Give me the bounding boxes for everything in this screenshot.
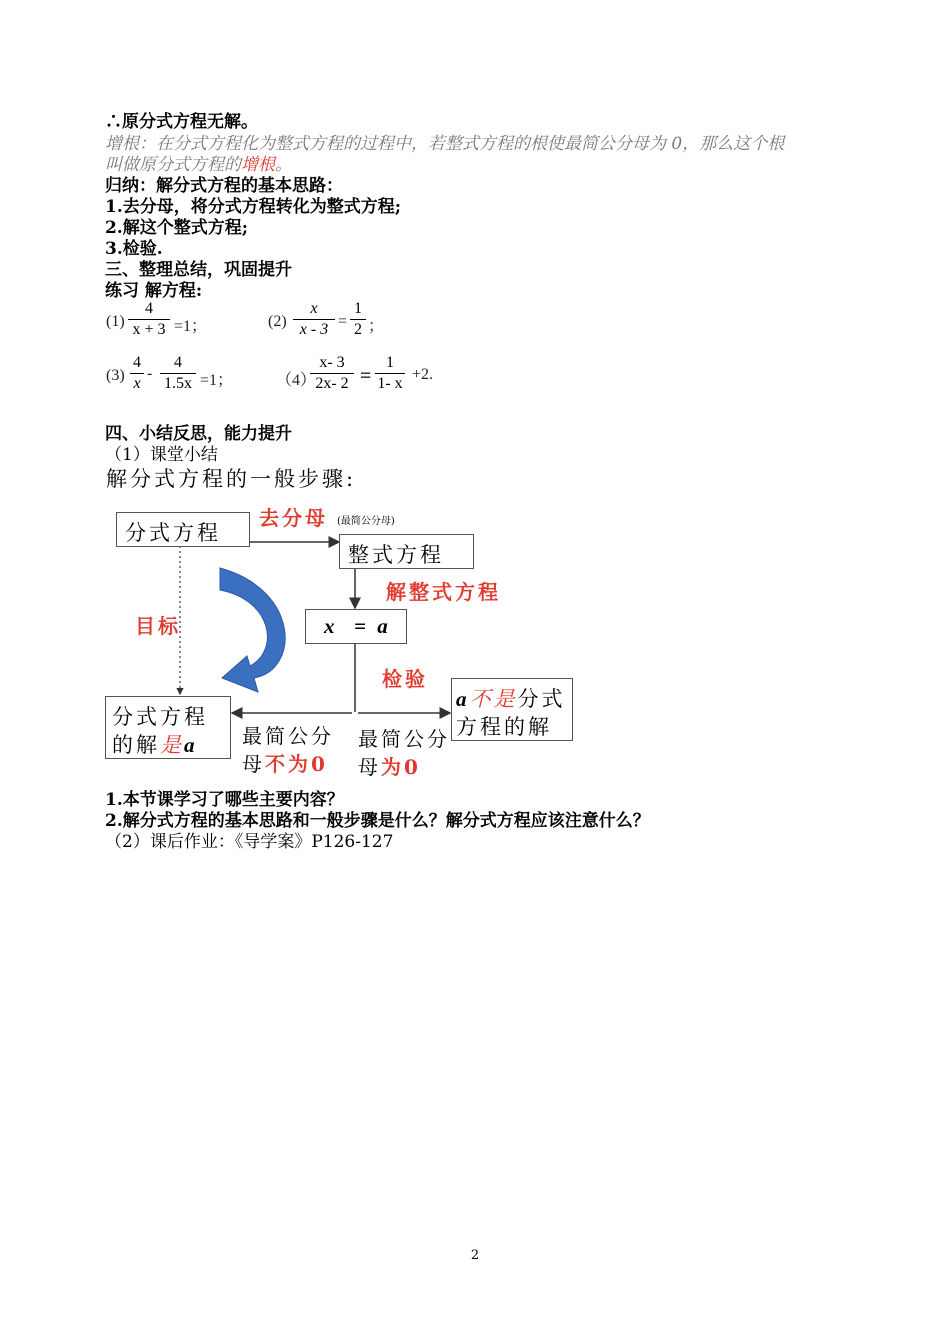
summary-title: 归纳：解分式方程的基本思路： — [105, 176, 343, 196]
exercise-4-label: （4） — [276, 372, 317, 389]
cond-zero-red: 为0 — [381, 755, 421, 779]
exercise-2-rhs-numerator: 1 — [354, 300, 362, 317]
cond-zero-line-1: 最简公分 — [358, 727, 450, 751]
box-is-solution-var: a — [184, 733, 198, 757]
section-3-title: 三、整理总结，巩固提升 — [105, 260, 292, 280]
exercise-3-denominator-2: 1.5x — [164, 375, 192, 392]
cond-zero-prefix: 母 — [358, 755, 381, 779]
exercise-4-numerator-1: x- 3 — [319, 354, 345, 371]
general-steps-heading: 解分式方程的一般步骤: — [106, 467, 357, 491]
box-solution — [305, 609, 407, 644]
label-remove-denominator: 去分母 — [259, 506, 328, 530]
section-4-subtitle: （1）课堂小结 — [105, 445, 218, 465]
question-2: 2.解分式方程的基本思路和一般步骤是什么？解分式方程应该注意什么？ — [105, 811, 650, 831]
zenggen-term: 增根 — [241, 155, 275, 175]
conclusion-line: ∴原分式方程无解。 — [105, 112, 258, 132]
box-not-solution-line-1 — [456, 683, 566, 713]
box-integral-equation-label: 整式方程 — [348, 543, 444, 567]
exercise-1-numerator: 4 — [145, 300, 153, 317]
exercise-1-denominator: x + 3 — [132, 321, 166, 338]
exercise-2-numerator: x — [310, 300, 318, 317]
zenggen-def-prefix: 叫做原分式方程的 — [105, 155, 241, 175]
section-4-title: 四、小结反思，能力提升 — [105, 424, 292, 444]
step-1: 1.去分母，将分式方程转化为整式方程; — [105, 197, 402, 217]
exercise-3-rhs: =1； — [200, 372, 234, 389]
label-check: 检验 — [382, 667, 428, 691]
zenggen-definition-line-1: 增根：在分式方程化为整式方程的过程中，若整式方程的根使最简公分母为 0，那么这个根 — [105, 134, 785, 154]
exercise-4-tail: +2. — [412, 366, 434, 383]
box-integral-equation — [339, 534, 474, 569]
label-lcd-note: (最简公分母) — [337, 516, 395, 527]
exercise-2-equals: = — [338, 313, 348, 330]
box-not-solution — [451, 678, 573, 741]
exercise-3-numerator-1: 4 — [133, 354, 141, 371]
box-not-solution-line-2: 方程的解 — [456, 715, 552, 739]
exercise-2-rhs-denominator: 2 — [354, 321, 362, 338]
box-not-solution-suffix: 分式 — [517, 687, 566, 711]
box-fraction-equation — [116, 512, 250, 547]
box-is-solution-prefix: 的解 — [112, 733, 160, 757]
box-not-solution-var: a — [456, 687, 470, 711]
box-is-solution-line-1: 分式方程 — [112, 705, 208, 729]
practice-heading: 练习 解方程: — [105, 281, 203, 301]
exercise-1-label: (1) — [106, 313, 125, 330]
box-not-solution-red: 不是 — [469, 687, 518, 711]
exercise-4-equals: = — [360, 365, 372, 387]
page-number: 2 — [470, 1248, 480, 1263]
exercise-1-rhs: =1； — [174, 318, 208, 335]
cond-nonzero-prefix: 母 — [242, 752, 265, 776]
step-2: 2.解这个整式方程; — [105, 218, 249, 238]
cond-zero-line-2 — [358, 751, 421, 780]
exercise-2-denominator: x - 3 — [299, 321, 329, 338]
box-solution-label: x = a — [324, 614, 391, 638]
box-is-solution-line-2 — [112, 729, 198, 759]
label-goal: 目标 — [135, 614, 181, 638]
curved-blue-arrow — [220, 568, 285, 692]
exercise-3-numerator-2: 4 — [174, 354, 182, 371]
box-is-solution-red: 是 — [160, 733, 184, 757]
cond-nonzero-line-2 — [242, 748, 328, 777]
exercise-3-minus: - — [147, 365, 153, 382]
step-3: 3.检验. — [105, 239, 163, 259]
exercise-4-numerator-2: 1 — [386, 354, 394, 371]
exercise-2-tail: ； — [368, 318, 385, 335]
question-1: 1.本节课学习了哪些主要内容？ — [105, 790, 344, 810]
exercise-4-denominator-2: 1- x — [377, 375, 403, 392]
box-is-solution — [105, 696, 231, 759]
exercise-3-denominator-1: x — [133, 375, 141, 392]
label-solve-integral: 解整式方程 — [386, 580, 501, 604]
homework-line: （2）课后作业：《导学案》P126-127 — [105, 832, 394, 852]
cond-nonzero-line-1: 最简公分 — [242, 724, 334, 748]
exercise-3-label: (3) — [106, 367, 125, 384]
box-fraction-equation-label: 分式方程 — [125, 521, 221, 545]
exercise-2-label: (2) — [268, 313, 287, 330]
cond-nonzero-red: 不为0 — [265, 752, 328, 776]
exercise-4-denominator-1: 2x- 2 — [315, 375, 349, 392]
zenggen-def-suffix: 。 — [275, 155, 292, 175]
